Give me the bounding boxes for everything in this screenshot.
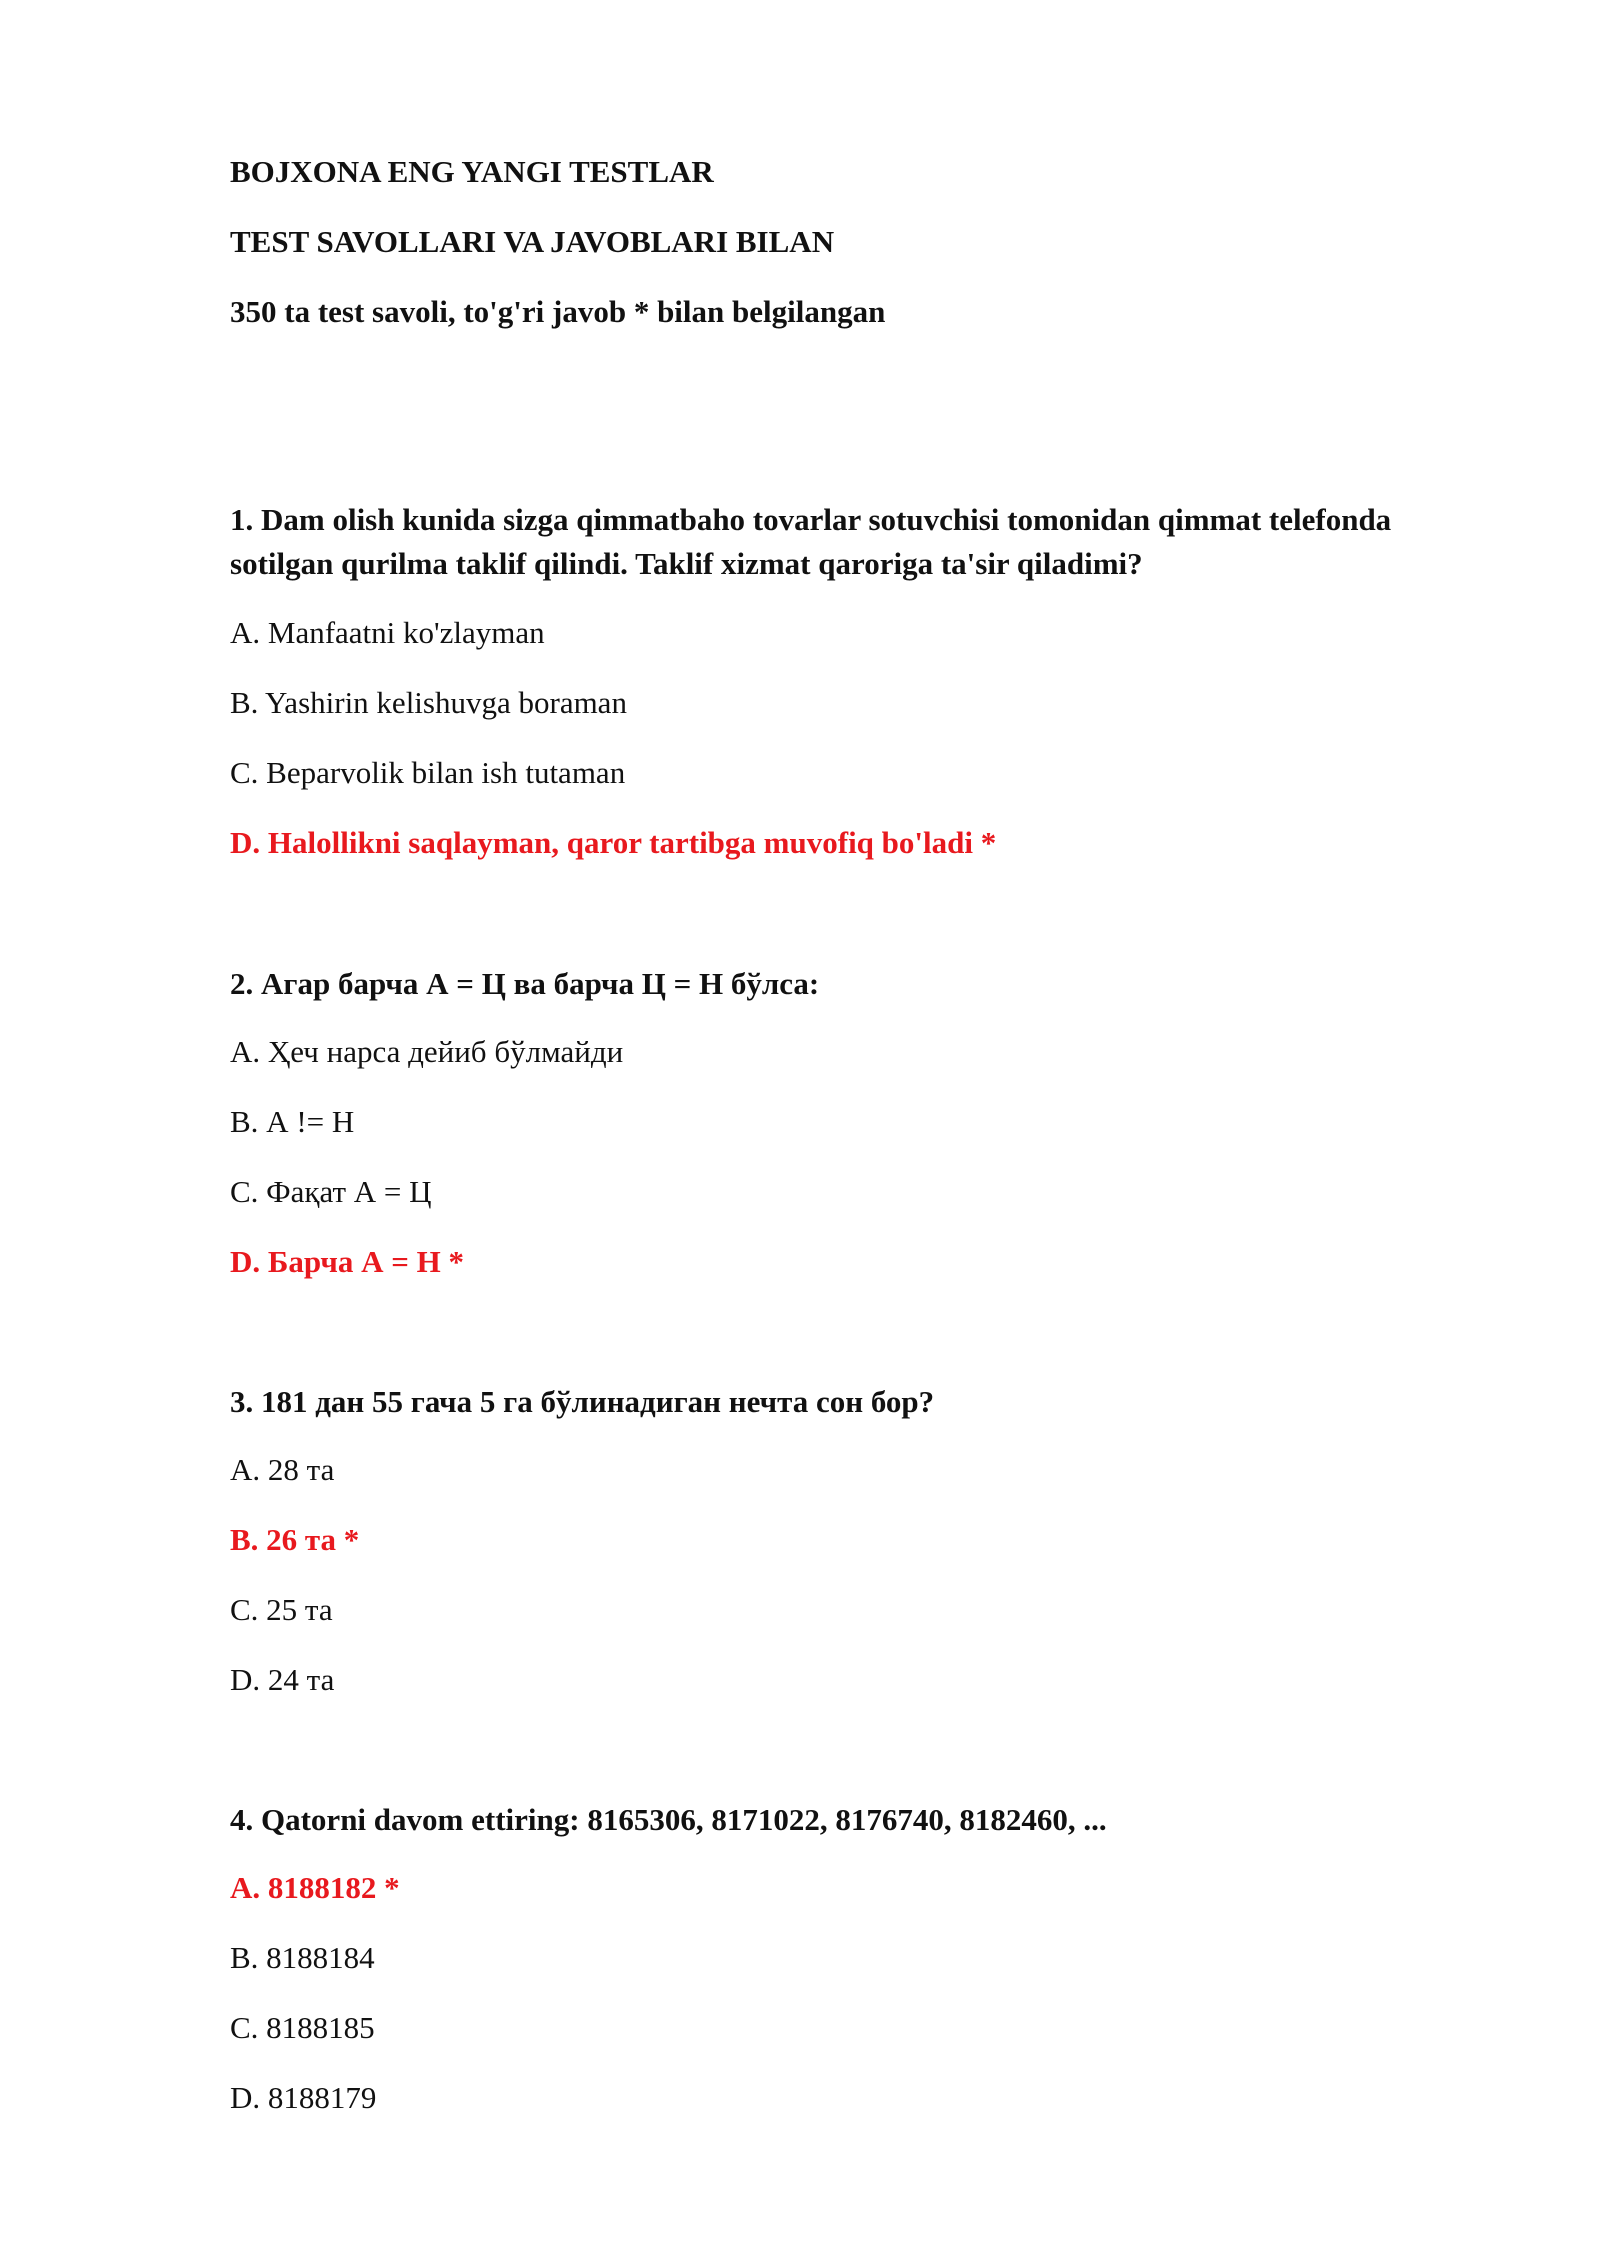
question-3-option-c: С. 25 та	[230, 1592, 333, 1627]
question-3-option-d: D. 24 та	[230, 1662, 335, 1697]
question-3-option-b-correct: В. 26 та *	[230, 1522, 360, 1557]
question-1-option-b: B. Yashirin kelishuvga boraman	[230, 685, 627, 720]
question-1-option-d-correct: D. Halollikni saqlayman, qaror tartibga muvofiq bo'ladi *	[230, 825, 997, 860]
question-2-option-a: А. Ҳеч нарса дейиб бўлмайди	[230, 1034, 624, 1069]
question-4-option-d: D. 8188179	[230, 2080, 377, 2115]
question-4: 4. Qatorni davom ettiring: 8165306, 8171022, 8176740, 8182460, ...	[230, 1802, 1107, 1837]
question-1-option-c: C. Beparvolik bilan ish tutaman	[230, 755, 626, 790]
question-3: 3. 181 дан 55 гача 5 га бўлинадиган нечта сон бор?	[230, 1384, 935, 1419]
question-1: 1. Dam olish kunida sizga qimmatbaho tovarlar sotuvchisi tomonidan qimmat telefonda sotilgan qurilma taklif qilindi. Taklif xizmat qaroriga ta'sir qiladimi?	[230, 502, 1392, 581]
question-4-option-a-correct: A. 8188182 *	[230, 1870, 400, 1905]
document-title: BOJXONA ENG YANGI TESTLAR	[230, 154, 714, 189]
question-4-option-c: C. 8188185	[230, 2010, 375, 2045]
question-4-option-b: B. 8188184	[230, 1940, 375, 1975]
question-2-option-d-correct: D. Барча А = Н *	[230, 1244, 464, 1279]
question-2-option-c: С. Фақат А = Ц	[230, 1174, 432, 1209]
document-subtitle: TEST SAVOLLARI VA JAVOBLARI BILAN	[230, 224, 835, 259]
document-note: 350 ta test savoli, to'g'ri javob * bilan belgilangan	[230, 294, 886, 329]
question-2-option-b: В. А != Н	[230, 1104, 355, 1139]
question-1-option-a: A. Manfaatni ko'zlayman	[230, 615, 545, 650]
question-2: 2. Агар барча А = Ц ва барча Ц = Н бўлса:	[230, 966, 820, 1001]
question-3-option-a: А. 28 та	[230, 1452, 335, 1487]
